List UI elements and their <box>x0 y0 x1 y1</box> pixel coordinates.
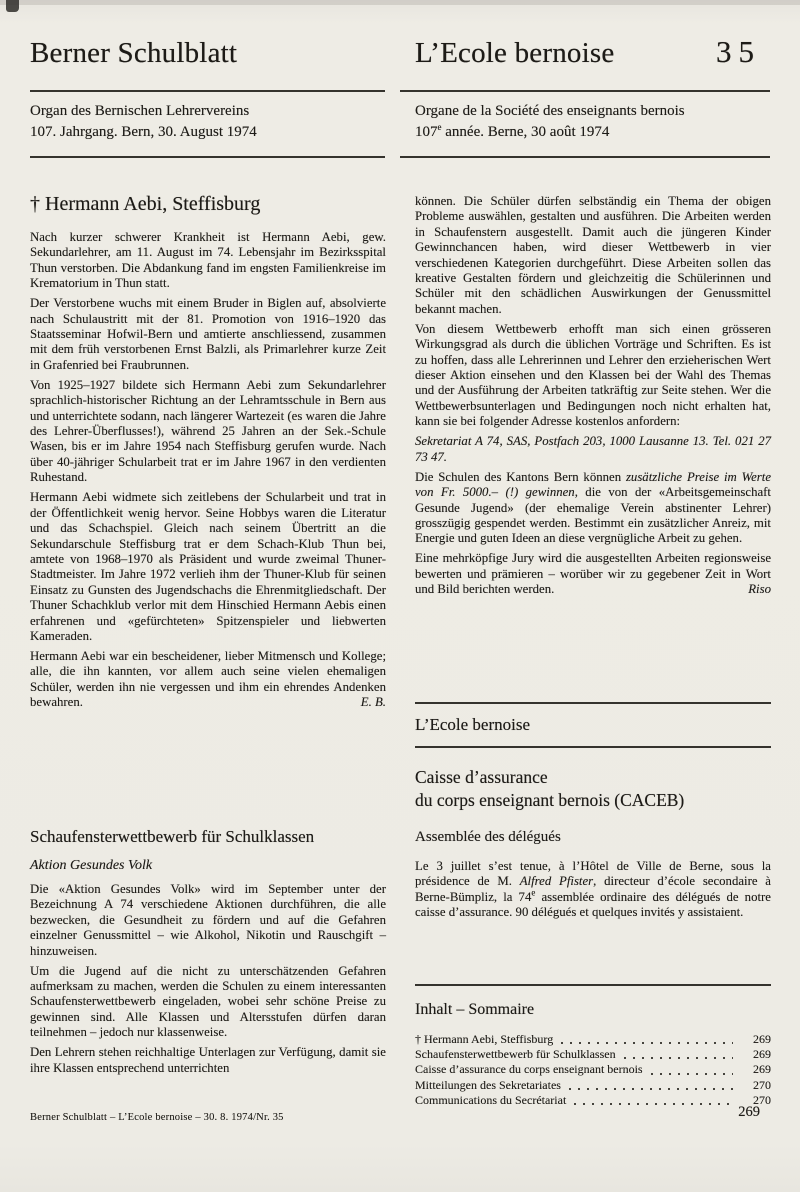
caceb-heading-line1: Caisse d’assurance <box>415 767 548 787</box>
toc-row <box>415 1032 771 1047</box>
ecole-bernoise-section <box>415 702 771 925</box>
scan-artifact <box>6 0 19 12</box>
ordinal-sup: e <box>531 887 536 898</box>
toc-entry-page: 269 <box>753 1047 771 1062</box>
assemblee-text: assemblée ordinaire des délégués de notre caisse d’assurance. 90 délégués et quelques invités y assistaient. <box>415 889 771 920</box>
contest-paragraph: Von diesem Wettbewerb erhofft man sich einen grösseren Wirkungsgrad als durch die üblichen Vorträge und Schriften. Es ist zu hoffen, dass alle Lehrerinnen und Lehrer den erzieherischen Wert dieser Aktion einsehen und den Klassen bei der Wahl des Themas und der Ausführung der Arbeiten tatkräftig zur Seite stehen. Wer die Wettbewerbsunterlagen und Bedingungen noch nicht erhalten hat, kann sie bei folgender Adresse kostenlos anfordern: <box>415 321 771 429</box>
issue-number: 35 <box>716 34 761 69</box>
ecole-section-title: L’Ecole bernoise <box>415 715 531 734</box>
toc-row <box>415 1062 771 1077</box>
toc-entry-label: Communications du Secrétariat <box>415 1092 567 1107</box>
masthead-rule-right <box>400 90 770 92</box>
toc-row <box>415 1078 771 1093</box>
contest-paragraph: Um die Jugend auf die nicht zu unterschätzenden Gefahren aufmerksam zu machen, werden die Schulen zu einem interessanten Schaufensterwettbewerb eingeladen, wobei sehr schöne Preise zu gewinnen sind. Alle Klassen und Altersstufen dürfen daran teilnehmen – jedoch nur klassenweise. <box>30 963 386 1040</box>
subtitle-german-line2: 107. Jahrgang. Bern, 30. August 1974 <box>30 124 257 140</box>
assemblee-paragraph <box>415 859 771 921</box>
prize-text: , die von der «Arbeitsgemeinschaft Gesunde Jugend» (der ehemalige Verein abstinenter Lehrer) grosszügig gespendet werden. Bestimmt ein zusätzlicher Anreiz, mit Energie und guten Ideen an diese vergnügliche Arbeit zu gehen. <box>415 485 771 546</box>
dot-leader <box>624 1057 733 1059</box>
section-rule-bottom <box>415 746 771 748</box>
journal-title-german: Berner Schulblatt <box>30 37 238 69</box>
contest-paragraph: Den Lehrern stehen reichhaltige Unterlagen zur Verfügung, damit sie ihre Klassen entsprechend unterrichten <box>30 1045 386 1075</box>
contest-paragraph: Die «Aktion Gesundes Volk» wird im September unter der Bezeichnung A 74 verschiedene Aktionen durchführen, die alle bezwecken, die Gesundheit zu fördern und auf die Gefahren einzelner Genussmittel – wie Alkohol, Nikotin und Rauschgift – hinzuweisen. <box>30 882 386 958</box>
toc-entry-page: 269 <box>753 1062 771 1077</box>
toc-heading: Inhalt – Sommaire <box>415 1001 535 1018</box>
table-of-contents <box>415 984 771 1108</box>
obituary-paragraph: Hermann Aebi widmete sich zeitlebens der Schularbeit und trat in der Öffentlichkeit wenig hervor. Seine Hobbys waren die Literatur und das Schachspiel. Gleich nach seinem Übertritt an die Sekundarschule Steffisburg trat er dem Schach-Klub Thun bei, amtete von 1968–1970 als Präsident und wurde zweimal Thuner-Stadtmeister. Im Jahre 1972 verlieh ihm der Thuner-Klub für seinen Einsatz zu Gunsten des Jugendschachs die Ehrenmitgliedschaft. Der Thuner Schachklub verlor mit dem Hinschied Hermann Aebis einen erfahrenen und «gefürchteten» Spitzenspieler und liebwerten Kameraden. <box>30 490 386 643</box>
president-name: Alfred Pfister <box>519 874 594 889</box>
toc-entry-label: Mitteilungen des Sekretariates <box>415 1077 561 1092</box>
assemblee-subheading: Assemblée des délégués <box>415 829 561 845</box>
assemblee-text: , directeur d’école secondaire à Berne-Bümpliz, la 74 <box>415 874 771 904</box>
toc-entry-label: Caisse d’assurance du corps enseignant bernois <box>415 1062 643 1077</box>
toc-entry-page: 269 <box>753 1032 771 1046</box>
scan-edge-shade <box>0 0 800 5</box>
contest-continuation <box>415 194 771 602</box>
contest-prize-paragraph <box>415 470 771 547</box>
obituary-article <box>30 192 386 715</box>
toc-entry-label: Schaufensterwettbewerb für Schulklassen <box>415 1047 616 1062</box>
contest-signature: Riso <box>748 582 771 597</box>
contest-article <box>30 826 386 1081</box>
obituary-heading: † Hermann Aebi, Steffisburg <box>30 193 261 215</box>
contest-paragraph: können. Die Schüler dürfen selbständig ein Thema der obigen Probleme auswählen, gestalten und ausführen. Die Arbeiten werden in Schaufenstern ausgestellt. Damit auch die jüngeren Kinder Gewinnchancen haben, wird dieser Wettbewerb in vier verschiedenen Kategorien durchgeführt. Diese Arbeiten sollen das kreative Gestalten fördern und gleichzeitig die Schülerinnen und Schüler mit den schädlichen Auswirkungen der Genussmittel bekannt machen. <box>415 194 771 316</box>
jury-text: Eine mehrköpfige Jury wird die ausgestellten Arbeiten regionsweise bewerten und prämieren – worüber wir zu gegebener Zeit in Wort und Bild berichten werden. <box>415 551 771 597</box>
contest-heading: Schaufensterwettbewerb für Schulklassen <box>30 827 315 846</box>
toc-entry-label: † Hermann Aebi, Steffisburg <box>415 1032 554 1046</box>
contest-jury-paragraph <box>415 551 771 597</box>
obituary-paragraph: Von 1925–1927 bildete sich Hermann Aebi zum Sekundarlehrer sprachlich-historischer Richtung an der Lehramtsschule in Bern aus und unterrichtete sodann, nach längerer Wartezeit (es waren die Jahre des Lehrer-Überflusses!), während 25 Jahren an der Sek.-Schule Wasen, bis er im Jahre 1954 nach Steffisburg gerufen wurde. Nach über 40-jähriger Schularbeit trat er im Jahre 1967 in den verdienten Ruhestand. <box>30 377 386 485</box>
toc-row <box>415 1047 771 1062</box>
toc-entry-page: 270 <box>753 1092 771 1107</box>
subtitle-french-line2: 107e année. Berne, 30 août 1974 <box>415 122 610 140</box>
masthead-rule-left <box>30 90 385 92</box>
assemblee-text: Le 3 juillet s’est tenue, à l’Hôtel de Ville de Berne, sous la présidence de M. <box>415 859 771 889</box>
masthead-rule2-left <box>30 156 385 158</box>
footer-imprint: Berner Schulblatt – L’Ecole bernoise – 30. 8. 1974/Nr. 35 <box>30 1112 284 1123</box>
masthead-rule2-right <box>400 156 770 158</box>
caceb-heading-line2: du corps enseignant bernois (CACEB) <box>415 790 685 810</box>
obituary-signature: E. B. <box>360 695 386 710</box>
obituary-paragraph: Hermann Aebi war ein bescheidener, lieber Mitmensch und Kollege; alle, die ihn kannten, vor allem auch seine vielen ehemaligen Schüler, werden ihn nie vergessen und ihm ein ehrendes Andenken bewahren. <box>30 648 386 710</box>
caceb-heading <box>415 766 771 812</box>
obituary-paragraph: Nach kurzer schwerer Krankheit ist Hermann Aebi, gew. Sekundarlehrer, am 11. August im 74. Lebensjahr im Bezirksspital Thun verstorben. Die Abdankung fand im engsten Familienkreise im Krematorium in Thun statt. <box>30 230 386 291</box>
toc-entry-page: 270 <box>753 1077 771 1092</box>
dot-leader <box>574 1103 733 1105</box>
page-number: 269 <box>738 1104 760 1120</box>
prize-amount: zusätzliche Preise im Werte von Fr. 5000.– (!) gewinnen <box>415 469 771 500</box>
obituary-paragraph: Der Verstorbene wuchs mit einem Bruder in Biglen auf, absolvierte nach Schulaustritt mit der 81. Promotion von 1916–1920 das Staatsseminar Hofwil-Bern und amtierte anschliessend, zusammen mit dem früh verstorbenen Ernst Balzli, als Primarlehrer kurze Zeit in Grafenried bei Fraubrunnen. <box>30 296 386 372</box>
dot-leader <box>561 1042 733 1044</box>
subtitle-german-line1: Organ des Bernischen Lehrervereins <box>30 103 250 119</box>
subtitle-french-line1: Organe de la Société des enseignants bernois <box>415 103 685 119</box>
dot-leader <box>651 1073 733 1075</box>
contest-subheading: Aktion Gesundes Volk <box>30 858 153 873</box>
dot-leader <box>569 1088 733 1090</box>
toc-rule <box>415 984 771 986</box>
prize-text: Die Schulen des Kantons Bern können <box>415 469 626 484</box>
section-rule-top <box>415 702 771 704</box>
contest-address: Sekretariat A 74, SAS, Postfach 203, 1000 Lausanne 13. Tel. 021 27 73 47. <box>415 434 771 464</box>
obituary-closing-paragraph <box>30 649 386 711</box>
journal-title-french: L’Ecole bernoise <box>415 37 615 69</box>
